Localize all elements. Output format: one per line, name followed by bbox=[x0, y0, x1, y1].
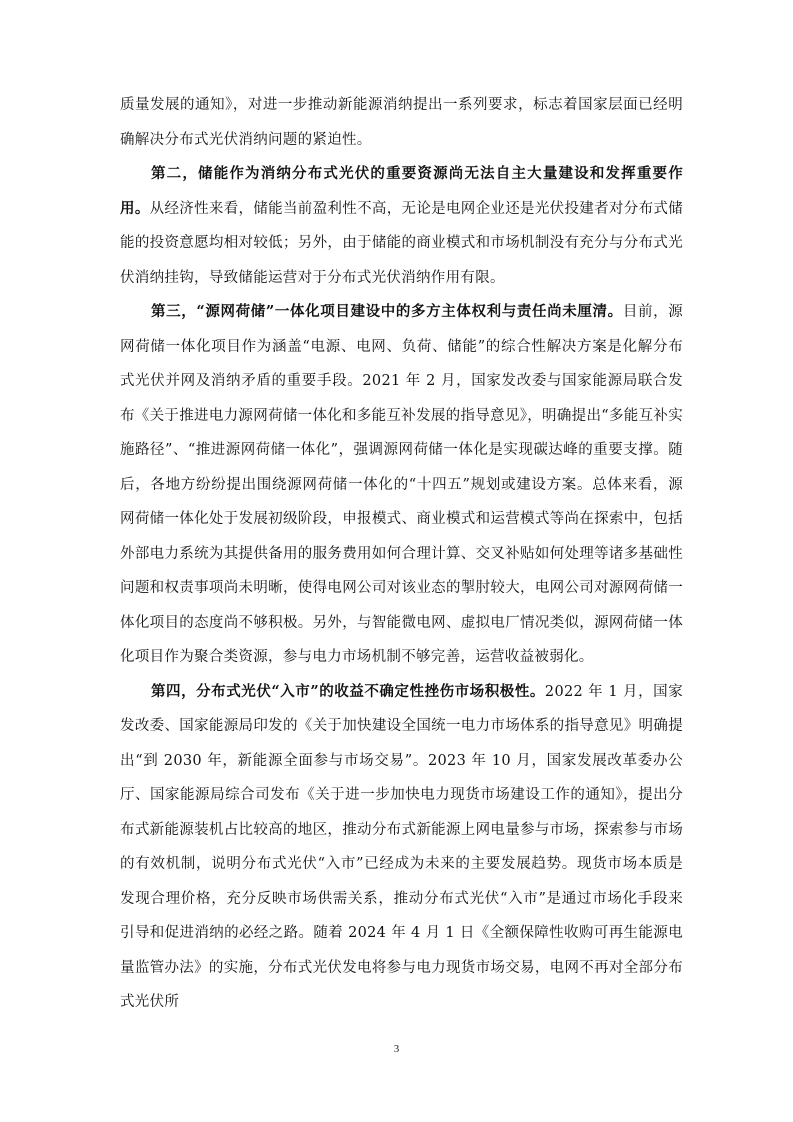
paragraph-text: 2022 年 1 月，国家发改委、国家能源局印发的《关于加快建设全国统一电力市场体系的指导意见》明确提出“到 2030 年，新能源全面参与市场交易”。2023 年 10 月，国家发展改革委办公厅、国家能源局综合司发布《关于进一步加快电力现货市场建设工作的通知》，提出分布式新能源装机占比较高的地区，推动分布式新能源上网电量参与市场，探索参与市场的有效机制，说明分布式光伏“入市”已经成为未来的主要发展趋势。现货市场本质是发现合理价格，充分反映市场供需关系，推动分布式光伏“入市”是通过市场化手段来引导和促进消纳的必经之路。随着 2024 年 4 月 1 日《全额保障性收购可再生能源电量监管办法》的实施，分布式光伏发电将参与电力现货市场交易，电网不再对全部分布式光伏所 bbox=[120, 683, 683, 1010]
paragraph-text: 目前，源网荷储一体化项目作为涵盖“电源、电网、负荷、储能”的综合性解决方案是化解分布式光伏并网及消纳矛盾的重要手段。2021 年 2 月，国家发改委与国家能源局联合发布《关于推进电力源网荷储一体化和多能互补发展的指导意见》，明确提出“多能互补实施路径”、“推进源网荷储一体化”，强调源网荷储一体化是实现碳达峰的重要支撑。随后，各地方纷纷提出围绕源网荷储一体化的“十四五”规划或建设方案。总体来看，源网荷储一体化处于发展初级阶段，申报模式、商业模式和运营模式等尚在探索中，包括外部电力系统为其提供备用的服务费用如何合理计算、交叉补贴如何处理等诸多基础性问题和权责事项尚未明晰，使得电网公司对该业态的掣肘较大，电网公司对源网荷储一体化项目的态度尚不够积极。另外，与智能微电网、虚拟电厂情况类似，源网荷储一体化项目作为聚合类资源，参与电力市场机制不够完善，运营收益被弱化。 bbox=[120, 304, 683, 665]
paragraph-lead: 第三，“源网荷储”一体化项目建设中的多方主体权利与责任尚未厘清。 bbox=[151, 303, 623, 320]
paragraph-third-point bbox=[120, 295, 683, 675]
page-number: 3 bbox=[393, 1043, 400, 1055]
paragraph-continuation bbox=[120, 88, 683, 157]
body-text bbox=[120, 88, 683, 1020]
paragraph-text: 质量发展的通知》，对进一步推动新能源消纳提出一系列要求，标志着国家层面已经明确解决分布式光伏消纳问题的紧迫性。 bbox=[120, 97, 683, 148]
paragraph-fourth-point bbox=[120, 675, 683, 1020]
paragraph-second-point bbox=[120, 157, 683, 295]
paragraph-lead: 第四，分布式光伏“入市”的收益不确定性挫伤市场积极性。 bbox=[151, 682, 545, 700]
paragraph-lead: 第二，储能作为消纳分布式光伏的重要资源尚无法自主大量建设和发挥重要作用。 bbox=[120, 165, 683, 217]
paragraph-text: 从经济性来看，储能当前盈利性不高，无论是电网企业还是光伏投建者对分布式储能的投资意愿均相对较低；另外，由于储能的商业模式和市场机制没有充分与分布式光伏消纳挂钩，导致储能运营对于分布式光伏消纳作用有限。 bbox=[120, 200, 683, 286]
